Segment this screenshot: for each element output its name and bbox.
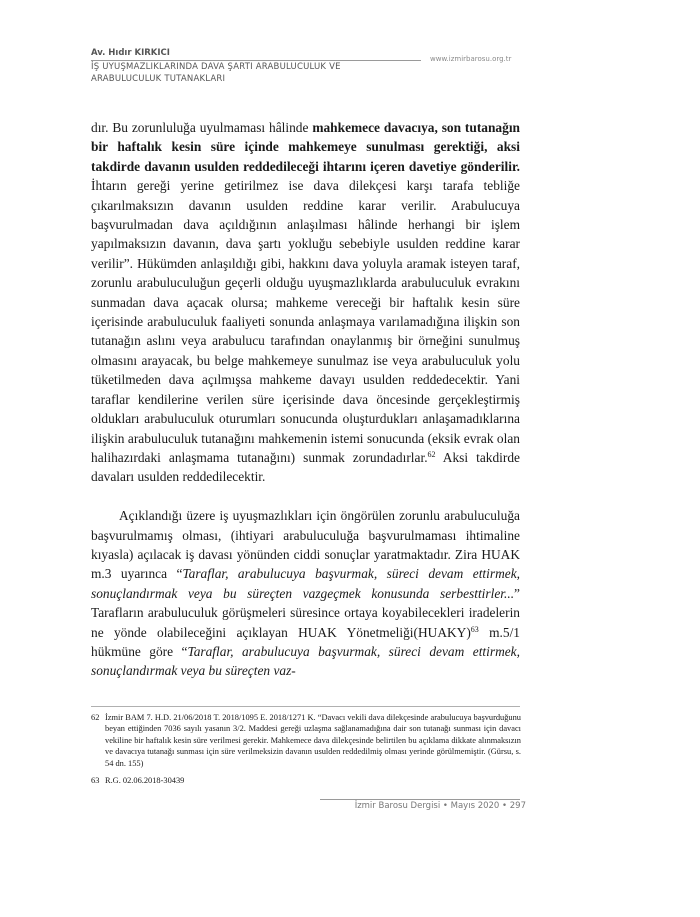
p2-text-d: m.5/1 hükmüne göre “ — [91, 624, 520, 659]
p2-text-c: ” Tarafların arabuluculuk görüşmeleri süresince ortaya koyabilecekleri iradelerin ne yönde olabileceğini açıklayan HUAK Yönetmeliği(HUAKY) — [91, 585, 520, 640]
footnote-text: R.G. 02.06.2018-30439 — [105, 776, 185, 786]
journal-name: İzmir Barosu Dergisi • Mayıs 2020 • — [354, 801, 508, 811]
paragraph-2 — [91, 506, 520, 681]
website-url: www.izmirbarosu.org.tr — [430, 55, 512, 63]
p2-quote-1: Taraflar, arabulucuya başvurmak, süreci devam ettirmek, sonuçlandırmak veya bu süreçten vazgeçmek konusunda serbesttirler... — [91, 566, 520, 601]
footnote-number: 63 — [91, 776, 100, 786]
p1-text-a: dır. Bu zorunluluğa uyulmaması hâlinde — [91, 120, 313, 135]
footnote-63 — [91, 775, 521, 786]
p1-text-c: İhtarın gereği yerine getirilmez ise dava dilekçesi karşı tarafa tebliğe çıkarılmaksızın davanın usulden reddine karar verilir. Arabulucuya başvurulmadan dava açıldığının anlaşılması hâlinde herhangi bir işlem yapılmaksızın davanın, dava şartı yokluğu sebebiyle usulden reddine karar verilir”. Hükümden anlaşıldığı gibi, hakkını dava yoluyla aramak isteyen taraf, zorunlu arabuluculuğun geçerli olduğu uyuşmazlıklarda arabuluculuk evrakını sunmadan dava açacak olursa; mahkeme vereceği bir haftalık kesin süre içerisinde arabuluculuk faaliyeti sonunda anlaşmaya varılamadığına ilişkin son tutanağın aslını veya arabulucu tarafından onaylanmış bir örneğini sunulmuş olmasını arayacak, bu belge mahkemeye sunulmaz ise veya arabuluculuk yolu tüketilmeden dava açılmışsa mahkeme davayı usulden reddedecektir. Yani taraflar kendilerine verilen süre içerisinde dava öncesinde gerçekleştirmiş oldukları arabuluculuk oturumları sonucunda oluşturdukları anlaşamadıklarına ilişkin arabuluculuk tutanağını mahkemenin istemi sonucunda (eksik evrak olan halihazırdaki anlaşmama tutanağını) sunmak zorundadırlar. — [91, 178, 520, 465]
p1-bold-text: mahkemece davacıya, son tutanağın bir haftalık kesin süre içinde mahkemeye sunulması gerektiği, aksi takdirde davanın usulden reddedileceği ihtarını içeren davetiye gönderilir. — [91, 120, 520, 174]
article-title-line-2: ARABULUCULUK TUTANAKLARI — [91, 74, 226, 84]
footnote-number: 62 — [91, 713, 100, 722]
p2-text-a: Açıklandığı üzere iş uyuşmazlıkları için öngörülen zorunlu arabuluculuğa başvurulmamış olması, (ihtiyari arabuluculuğa başvurulmaması ihtimaline kıyasla) açılacak iş davası yönünden ciddi sonuçlar yaratmaktadır. Zira HUAK m.3 uyarınca “ — [91, 508, 520, 582]
footnote-62 — [91, 712, 521, 769]
p1-text-d: Aksi takdirde davaları usulden reddedilecektir. — [91, 449, 520, 485]
body-text — [91, 118, 520, 681]
footnote-ref-62: 62 — [427, 449, 436, 459]
footnote-separator — [91, 706, 520, 707]
author-name: Av. Hıdır KIRKICI — [91, 48, 170, 58]
article-title-line-1: İŞ UYUŞMAZLIKLARINDA DAVA ŞARTI ARABULUCULUK VE — [91, 62, 341, 72]
footer-rule — [320, 799, 520, 800]
footnote-text: İzmir BAM 7. H.D. 21/06/2018 T. 2018/1095 E. 2018/1271 K. “Davacı vekili dava dilekçesinde arabulucuya başvurduğunu beyan ettiğinden 7036 sayılı yasanın 3/2. Maddesi gereği uzlaşma sağlanamadığına dair son tutanağı sunması için davacı vekiline bir haftalık kesin süre verilmesi gerekir. Mahkemece dava dilekçesinde belirtilen bu açıklama dikkate alınmaksızın ve davacıya tutanağı sunması için süre verilmeksizin davanın usulden reddedilmiş olması yerinde görülmemiştir. (Gürsu, s. 54 dn. 155) — [105, 713, 521, 768]
footnotes — [91, 712, 521, 786]
page-number: 297 — [509, 801, 526, 811]
page-footer — [336, 801, 526, 811]
p2-quote-2: Taraflar, arabulucuya başvurmak, süreci devam ettirmek, sonuçlandırmak veya bu süreçten vaz- — [91, 643, 520, 679]
article-title — [91, 61, 391, 85]
footnote-ref-63: 63 — [470, 624, 479, 634]
paragraph-1 — [91, 118, 520, 487]
